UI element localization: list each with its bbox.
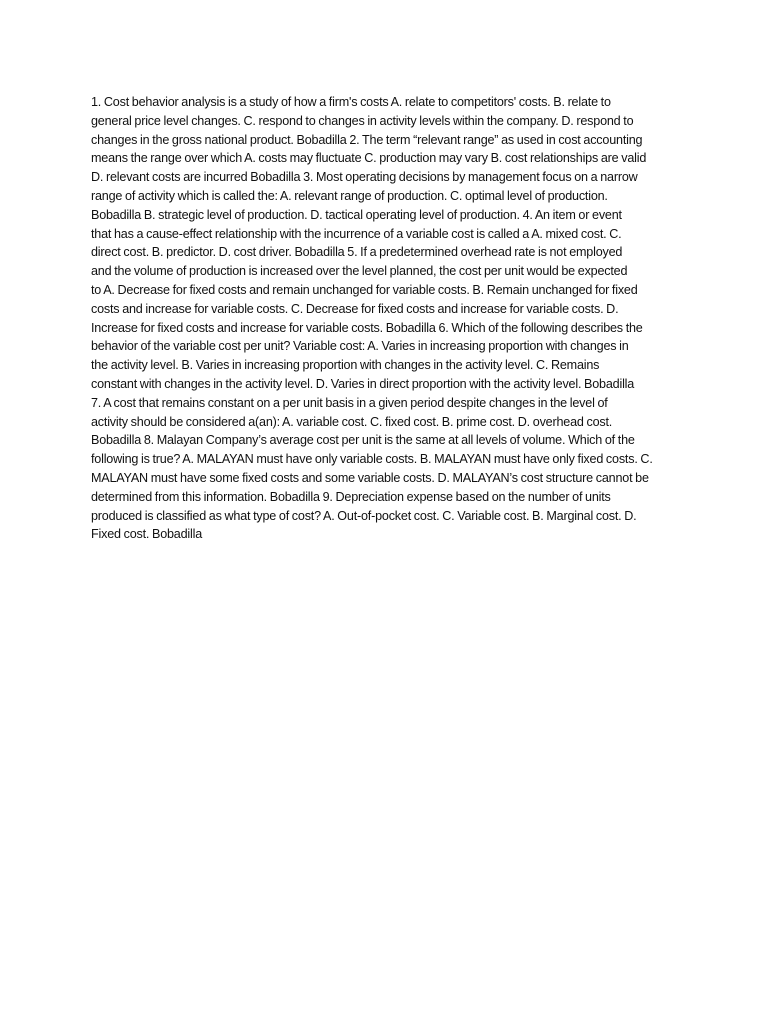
text-line: Bobadilla B. strategic level of production. D. tactical operating level of production. 4. An item or event bbox=[91, 207, 622, 222]
text-line: the activity level. B. Varies in increasing proportion with changes in the activity level. C. Remains bbox=[91, 358, 600, 373]
text-line: D. relevant costs are incurred Bobadilla 3. Most operating decisions by management focus on a narrow bbox=[91, 170, 638, 185]
text-line: activity should be considered a(an): A. variable cost. C. fixed cost. B. prime cost. D. overhead cost. bbox=[91, 414, 613, 429]
text-line: direct cost. B. predictor. D. cost driver. Bobadilla 5. If a predetermined overhead rate is not employed bbox=[91, 245, 623, 260]
text-line: costs and increase for variable costs. C. Decrease for fixed costs and increase for variable costs. D. bbox=[91, 301, 619, 316]
text-line: determined from this information. Bobadilla 9. Depreciation expense based on the number of units bbox=[91, 489, 611, 504]
text-line: MALAYAN must have some fixed costs and some variable costs. D. MALAYAN’s cost structure cannot be bbox=[91, 470, 649, 485]
text-line: and the volume of production is increased over the level planned, the cost per unit would be expected bbox=[91, 264, 628, 279]
question-paragraph bbox=[91, 93, 651, 544]
text-line: Bobadilla 8. Malayan Company’s average cost per unit is the same at all levels of volume. Which of the bbox=[91, 433, 635, 448]
text-line: behavior of the variable cost per unit? Variable cost: A. Varies in increasing proportion with changes in bbox=[91, 339, 629, 354]
text-line: changes in the gross national product. Bobadilla 2. The term “relevant range” as used in cost accounting bbox=[91, 132, 643, 147]
text-line: 7. A cost that remains constant on a per unit basis in a given period despite changes in the level of bbox=[91, 395, 608, 410]
text-line: Fixed cost. Bobadilla bbox=[91, 527, 203, 542]
text-line: range of activity which is called the: A. relevant range of production. C. optimal level of production. bbox=[91, 188, 608, 203]
text-line: that has a cause-effect relationship with the incurrence of a variable cost is called a A. mixed cost. C. bbox=[91, 226, 622, 241]
text-line: 1. Cost behavior analysis is a study of how a firm's costs A. relate to competitors' costs. B. relate to bbox=[91, 95, 611, 109]
text-line: general price level changes. C. respond to changes in activity levels within the company. D. respond to bbox=[91, 113, 634, 128]
text-line: to A. Decrease for fixed costs and remain unchanged for variable costs. B. Remain unchanged for fixed bbox=[91, 282, 638, 297]
text-line: following is true? A. MALAYAN must have only variable costs. B. MALAYAN must have only fixed costs. C. bbox=[91, 452, 653, 467]
text-line: Increase for fixed costs and increase for variable costs. Bobadilla 6. Which of the following describes the bbox=[91, 320, 643, 335]
text-line: produced is classified as what type of cost? A. Out-of-pocket cost. C. Variable cost. B. Marginal cost. D. bbox=[91, 508, 637, 523]
text-line: means the range over which A. costs may fluctuate C. production may vary B. cost relationships are valid bbox=[91, 151, 647, 166]
text-line: constant with changes in the activity level. D. Varies in direct proportion with the activity level. Bobadilla bbox=[91, 376, 635, 391]
